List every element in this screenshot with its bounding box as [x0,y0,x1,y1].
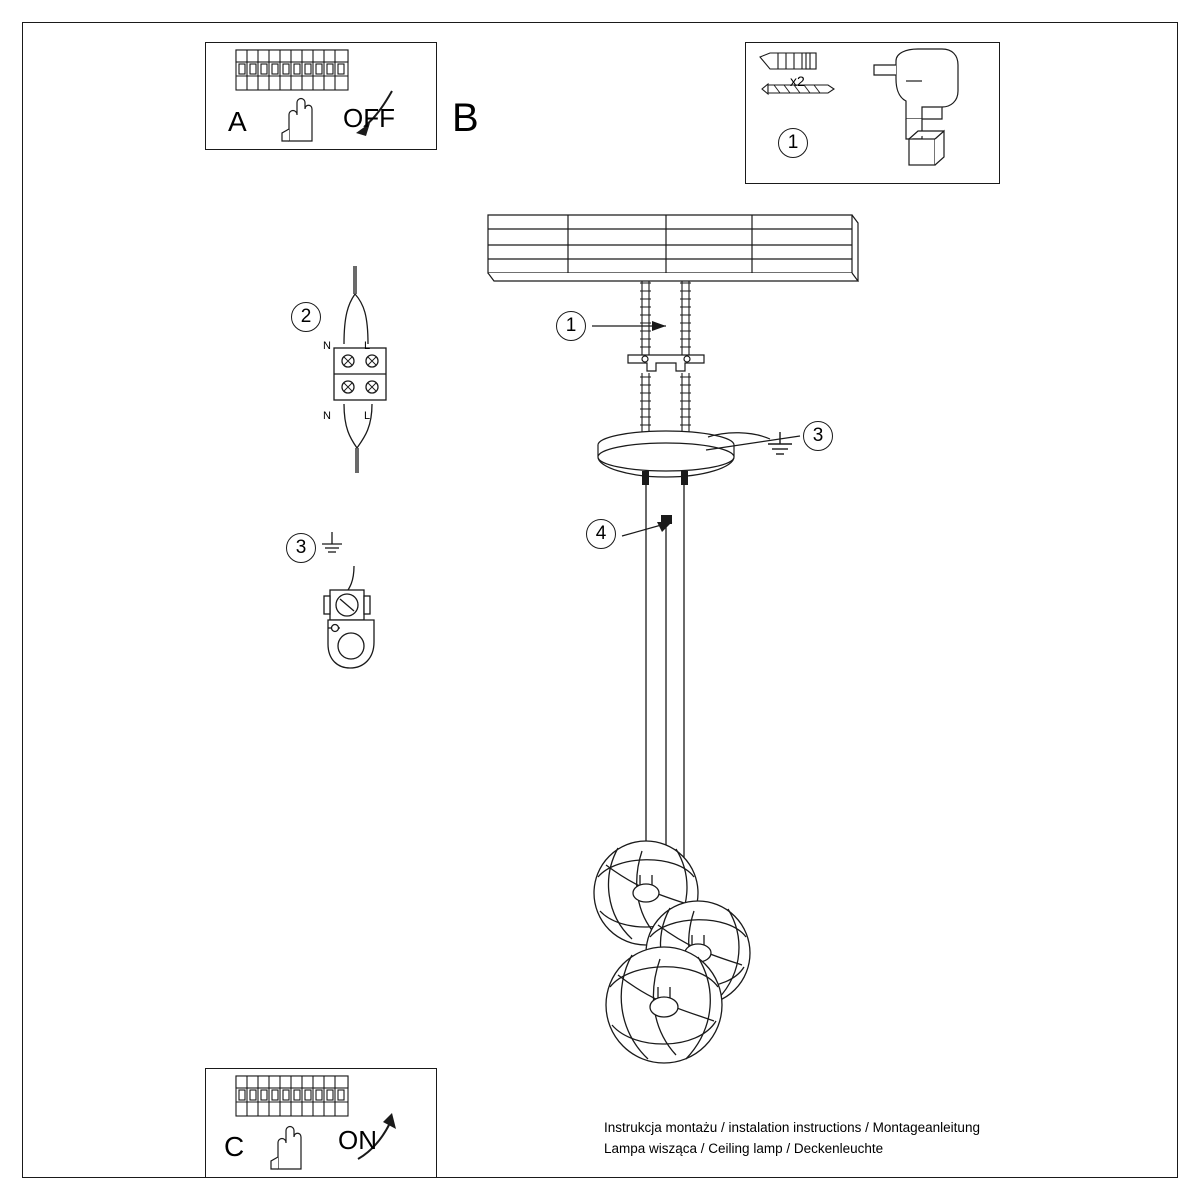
callout-step-2: 2 [291,302,321,332]
tools-quantity-label: x2 [790,73,805,89]
callout-step-3: 3 [286,533,316,563]
callout-main-4: 4 [586,519,616,549]
terminal-label-l-bottom: L [364,410,371,422]
footer-line-1: Instrukcja montażu / instalation instructions / Montageanleitung [604,1120,980,1135]
wall-plug-icon [760,53,816,69]
hand-icon [271,1127,301,1170]
tools-illustration [746,43,999,183]
terminal-label-n-top: N [323,340,331,352]
terminal-label-l-top: L [364,340,371,352]
drill-icon [874,49,958,165]
panel-c-on-label: ON [338,1125,377,1155]
panel-b-letter: B [452,96,479,140]
leader-line-3 [700,420,820,460]
earth-connector-illustration [310,528,410,688]
terminal-label-n-bottom: N [323,410,331,422]
panel-a-off-label: OFF [343,103,395,133]
panel-tools [745,42,1000,184]
panel-a-letter: A [228,106,247,137]
callout-tools-1: 1 [778,128,808,158]
terminal-block-illustration [320,258,420,478]
panel-c-letter: C [224,1131,245,1162]
callout-main-3: 3 [803,421,833,451]
callout-main-1: 1 [556,311,586,341]
footer-line-2: Lampa wisząca / Ceiling lamp / Deckenleuchte [604,1140,884,1156]
hand-icon [282,99,312,142]
